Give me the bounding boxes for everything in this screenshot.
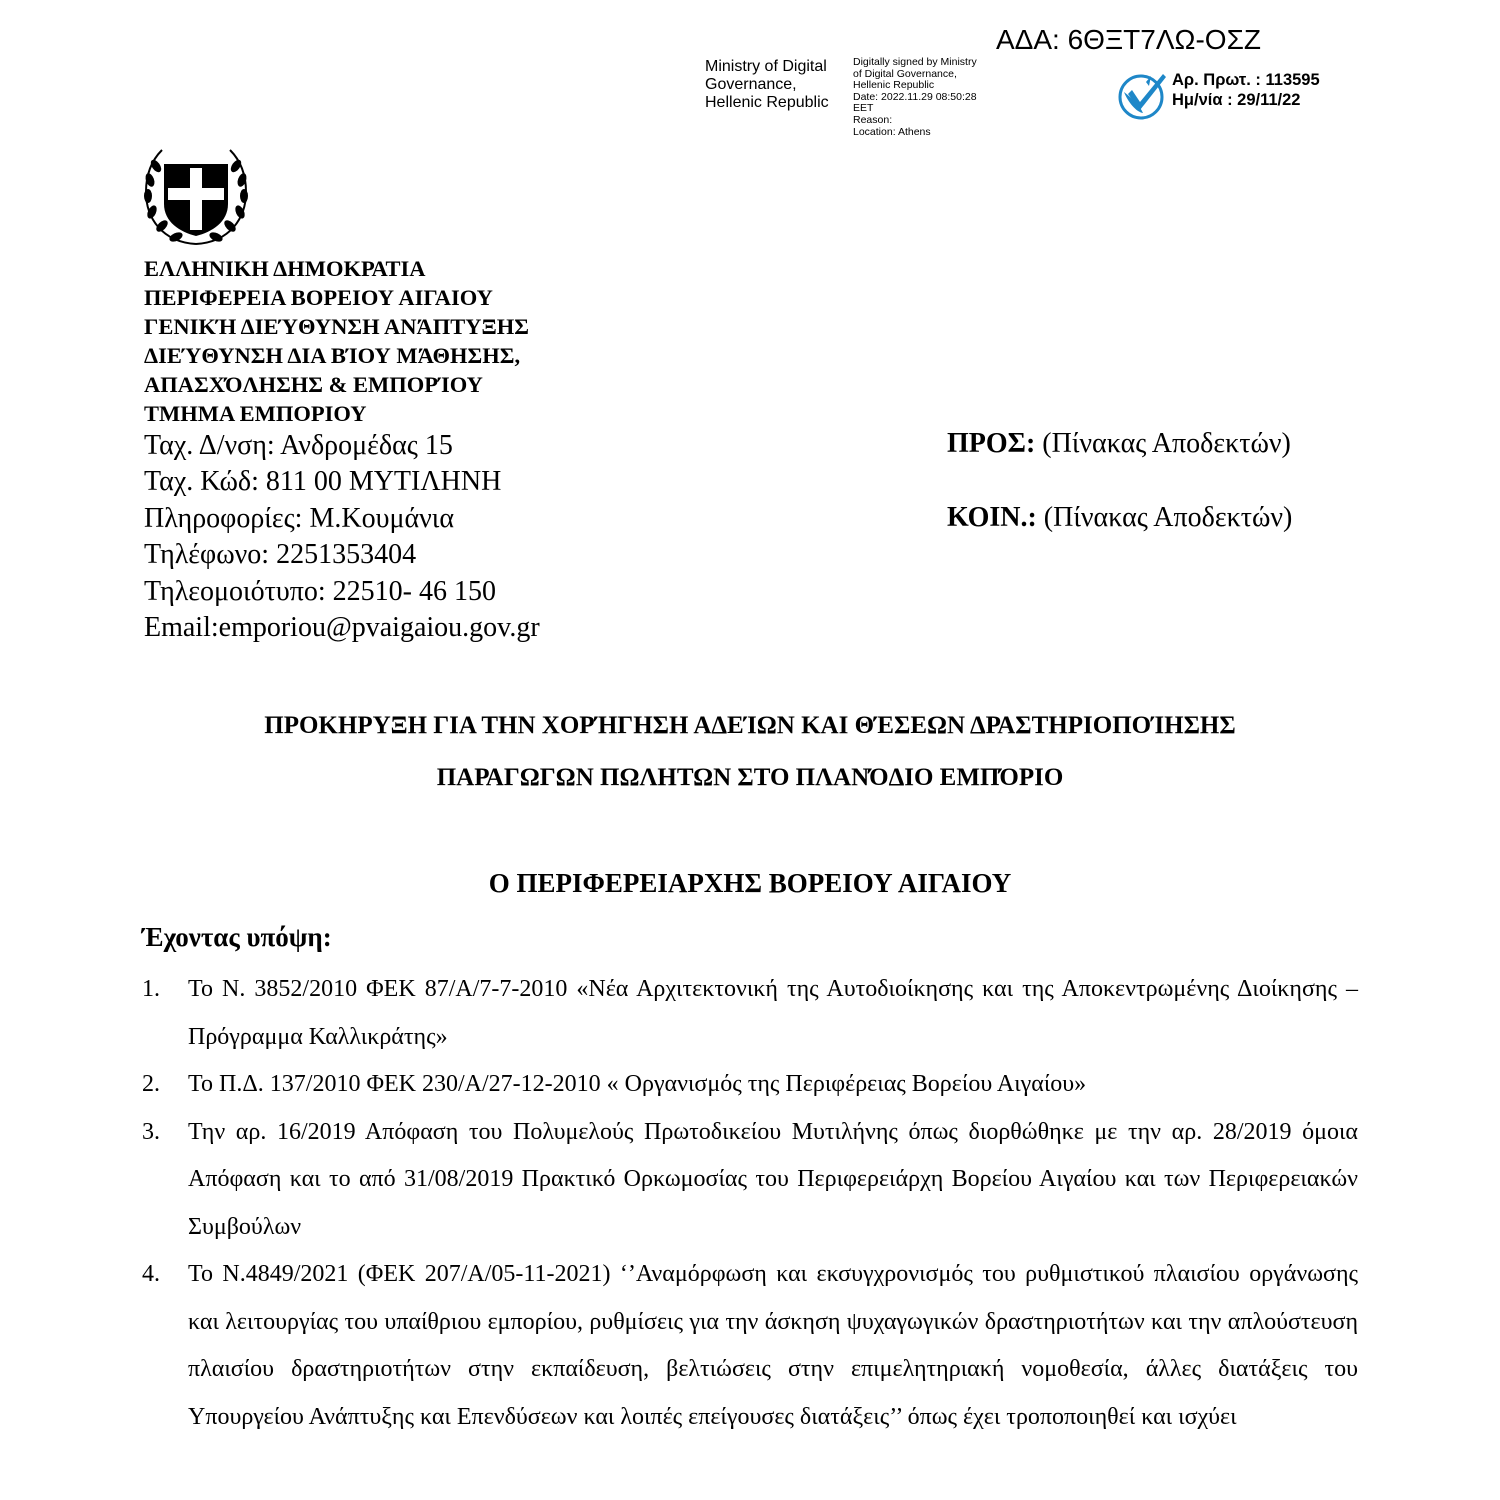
- authority-line: ΠΕΡΙΦΕΡΕΙΑ ΒΟΡΕΙΟΥ ΑΙΓΑΙΟΥ: [144, 285, 493, 310]
- recipient-to: [947, 428, 1291, 460]
- hellenic-coat-of-arms-icon: [140, 140, 252, 252]
- recipient-to-label: ΠΡΟΣ:: [947, 428, 1036, 459]
- legal-basis-list: [142, 966, 1358, 1441]
- signer-line: Ministry of Digital: [705, 58, 827, 75]
- fax-line: Τηλεομοιότυπο: 22510- 46 150: [144, 575, 496, 607]
- list-item-text: Το Ν.4849/2021 (ΦΕΚ 207/Α/05-11-2021) ‘’Αναμόρφωση και εκσυγχρονισμός του ρυθμιστικού πλαισίου οργάνωσης και λειτουργίας του υπαίθριου εμπορίου, ρυθμίσεις για την άσκηση ψυχαγωγικών δραστηριοτήτων και την απλούστευση πλαισίου δραστηριοτήτων στην εκπαίδευση, βελτιώσεις στην επιμελητηριακή νομοθεσία, άλλες διατάξεις του Υπουργείου Ανάπτυξης και Επενδύσεων και λοιπές επείγουσες διατάξεις’’ όπως έχει τροποποιηθεί και ισχύει: [188, 1261, 1358, 1430]
- authority-line: ΔΙΕΎΘΥΝΣΗ ΔΙΑ ΒΊΟΥ ΜΆΘΗΣΗΣ,: [144, 343, 521, 368]
- signer-line: Hellenic Republic: [705, 94, 829, 111]
- protocol-info: [1172, 70, 1320, 110]
- digital-signer: [705, 58, 829, 112]
- signature-detail-line: of Digital Governance,: [853, 67, 957, 80]
- signature-detail-line: EET: [853, 102, 874, 115]
- address-line: Ταχ. Δ/νση: Ανδρομέδας 15: [144, 430, 453, 461]
- list-item-number: 4.: [142, 1261, 160, 1287]
- protocol-date: Ημ/νία : 29/11/22: [1172, 91, 1301, 109]
- list-item: [142, 1109, 1358, 1252]
- signature-detail-line: Location: Athens: [853, 125, 931, 138]
- email-line: Email:emporiou@pvaigaiou.gov.gr: [144, 612, 540, 644]
- list-item-text: Το Ν. 3852/2010 ΦΕΚ 87/Α/7-7-2010 «Νέα Αρχιτεκτονική της Αυτοδιοίκησης και της Αποκεντρωμένης Διοίκησης –Πρόγραμμα Καλλικράτης»: [188, 976, 1358, 1050]
- document-title-line-1: ΠΡΟΚΗΡΥΞΗ ΓΙΑ ΤΗΝ ΧΟΡΉΓΗΣΗ ΑΔΕΊΩΝ ΚΑΙ ΘΈΣΕΩΝ ΔΡΑΣΤΗΡΙΟΠΟΊΗΣΗΣ: [264, 712, 1236, 739]
- phone-line: Τηλέφωνο: 2251353404: [144, 539, 417, 571]
- list-item-text: Την αρ. 16/2019 Απόφαση του Πολυμελούς Πρωτοδικείου Μυτιλήνης όπως διορθώθηκε με την αρ. 28/2019 όμοια Απόφαση και το από 31/08/2019 Πρακτικό Ορκωμοσίας του Περιφερειάρχη Βορείου Αιγαίου και των Περιφερειακών Συμβούλων: [188, 1118, 1358, 1240]
- authority-line: ΤΜΗΜΑ ΕΜΠΟΡΙΟΥ: [144, 401, 367, 426]
- signature-detail-line: Reason:: [853, 113, 893, 126]
- authority-line: ΕΛΛΗΝΙΚΗ ΔΗΜΟΚΡΑΤΙΑ: [144, 256, 426, 281]
- list-item-number: 1.: [142, 976, 160, 1002]
- issuing-authority: [144, 254, 529, 428]
- signer-line: Governance,: [705, 76, 797, 93]
- info-contact-line: Πληροφορίες: Μ.Κουμάνια: [144, 502, 454, 534]
- list-item-number: 3.: [142, 1118, 160, 1145]
- signature-detail-line: Digitally signed by Ministry: [853, 56, 977, 68]
- ada-code: ΑΔΑ: 6ΘΞΤ7ΛΩ-ΟΣΖ: [996, 24, 1261, 55]
- list-item-number: 2.: [142, 1071, 160, 1097]
- having-regard-heading: Έχοντας υπόψη:: [142, 922, 332, 952]
- list-item-text: Το Π.Δ. 137/2010 ΦΕΚ 230/Α/27-12-2010 « Οργανισμός της Περιφέρειας Βορείου Αιγαίου»: [188, 1071, 1087, 1097]
- recipient-cc-value: (Πίνακας Αποδεκτών): [1036, 502, 1293, 533]
- contact-details: [144, 428, 540, 646]
- signature-detail-line: Hellenic Republic: [853, 79, 935, 92]
- checkmark-seal-icon: [1116, 68, 1168, 122]
- list-item: [142, 1251, 1358, 1441]
- regional-governor-heading: Ο ΠΕΡΙΦΕΡΕΙΑΡΧΗΣ ΒΟΡΕΙΟΥ ΑΙΓΑΙΟΥ: [488, 868, 1012, 898]
- signature-detail-line: Date: 2022.11.29 08:50:28: [853, 90, 977, 103]
- authority-line: ΑΠΑΣΧΌΛΗΣΗΣ & ΕΜΠΟΡΊΟΥ: [144, 372, 483, 397]
- list-item: [142, 966, 1358, 1061]
- signature-details: [853, 57, 977, 138]
- recipient-cc-label: ΚΟΙΝ.:: [947, 502, 1037, 533]
- authority-line: ΓΕΝΙΚΉ ΔΙΕΎΘΥΝΣΗ ΑΝΆΠΤΥΞΗΣ: [144, 314, 529, 339]
- recipient-to-value: (Πίνακας Αποδεκτών): [1035, 428, 1291, 459]
- protocol-number: Αρ. Πρωτ. : 113595: [1172, 71, 1320, 89]
- document-title-line-2: ΠΑΡΑΓΩΓΩΝ ΠΩΛΗΤΩΝ ΣΤΟ ΠΛΑΝΌΔΙΟ ΕΜΠΌΡΙΟ: [436, 764, 1064, 791]
- recipient-cc: [947, 502, 1292, 534]
- list-item: [142, 1061, 1358, 1109]
- postal-code-line: Ταχ. Κώδ: 811 00 ΜΥΤΙΛΗΝΗ: [144, 466, 502, 498]
